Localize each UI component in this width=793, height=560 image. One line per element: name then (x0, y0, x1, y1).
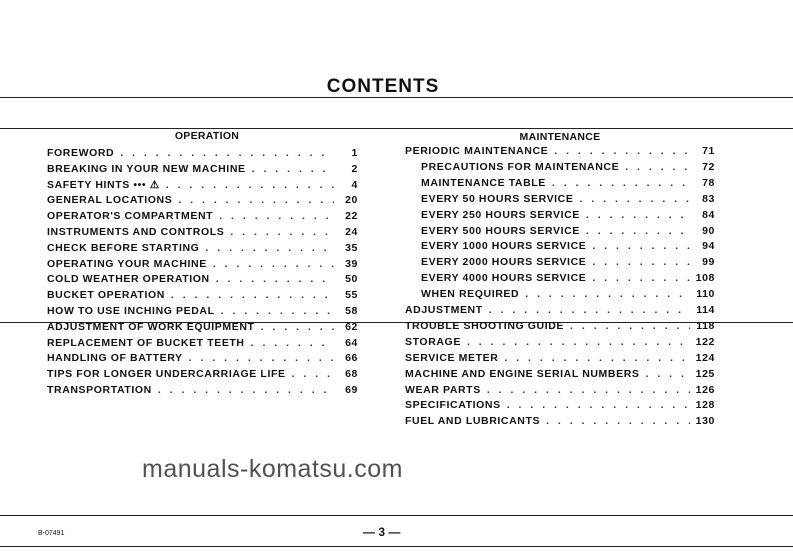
toc-entry[interactable] (405, 336, 715, 350)
toc-entry-page: 125 (695, 367, 715, 380)
toc-entry-page: 71 (702, 145, 715, 157)
dot-leader (592, 256, 691, 268)
toc-entry-label: HANDLING OF BATTERY (47, 352, 183, 365)
toc-entry[interactable] (405, 415, 715, 429)
dot-leader (261, 321, 334, 333)
toc-entry-page: 24 (345, 226, 358, 238)
toc-entry-label: STORAGE (405, 335, 461, 348)
dot-leader (178, 194, 334, 206)
toc-entry-label: ADJUSTMENT OF WORK EQUIPMENT (47, 320, 255, 333)
toc-entry-label: HOW TO USE INCHING PEDAL (47, 305, 215, 317)
toc-entry[interactable] (47, 384, 358, 398)
toc-entry-page: 114 (696, 304, 715, 316)
toc-entry[interactable] (421, 193, 715, 207)
toc-entry[interactable] (47, 273, 358, 287)
toc-entry[interactable] (47, 242, 358, 256)
toc-entry-label: SERVICE METER (405, 351, 499, 364)
toc-entry-label: PRECAUTIONS FOR MAINTENANCE (421, 160, 620, 173)
toc-entry-label: EVERY 1000 HOURS SERVICE (421, 240, 587, 253)
toc-entry-label: WHEN REQUIRED (421, 288, 520, 301)
toc-entry-label: SPECIFICATIONS (405, 399, 501, 412)
toc-entry[interactable] (421, 177, 715, 191)
toc-entry-page: 20 (345, 194, 358, 207)
dot-leader (230, 226, 334, 238)
toc-entry-page: 108 (695, 272, 715, 285)
toc-entry[interactable] (421, 256, 715, 270)
toc-entry-label: COLD WEATHER OPERATION (47, 273, 210, 286)
toc-entry-label: TIPS FOR LONGER UNDERCARRIAGE LIFE (47, 368, 286, 381)
toc-entry-page: 22 (345, 210, 358, 223)
toc-entry-label: EVERY 500 HOURS SERVICE (421, 224, 580, 237)
toc-entry-label: EVERY 250 HOURS SERVICE (421, 208, 580, 221)
toc-entry[interactable] (405, 384, 715, 398)
toc-entry[interactable] (405, 320, 715, 334)
toc-entry[interactable] (47, 179, 358, 193)
toc-entry-label: MACHINE AND ENGINE SERIAL NUMBERS (405, 367, 640, 380)
toc-entry[interactable] (47, 321, 358, 335)
toc-entry-label: FUEL AND LUBRICANTS (405, 415, 541, 428)
page-title: CONTENTS (326, 76, 440, 97)
toc-entry-page: 58 (345, 305, 358, 317)
dot-leader (166, 179, 334, 191)
toc-entry[interactable] (47, 337, 358, 351)
maintenance-heading: MAINTENANCE (519, 131, 601, 143)
toc-entry-label: WEAR PARTS (405, 383, 481, 396)
toc-entry-label: CHECK BEFORE STARTING (47, 241, 200, 254)
divider-footer-top (0, 515, 793, 516)
toc-entry[interactable] (47, 352, 358, 366)
dot-leader (216, 273, 334, 285)
toc-entry-page: 130 (695, 415, 715, 428)
toc-entry-page: 39 (345, 257, 358, 270)
toc-entry-page: 35 (345, 241, 358, 254)
toc-entry[interactable] (47, 368, 358, 382)
toc-entry-page: 62 (345, 320, 358, 333)
toc-entry-label: PERIODIC MAINTENANCE (405, 145, 549, 157)
dot-leader (189, 352, 334, 364)
dot-leader (546, 415, 690, 427)
dot-leader (525, 288, 690, 300)
toc-entry-page: 84 (702, 208, 715, 221)
dot-leader (158, 384, 334, 396)
toc-entry[interactable] (47, 163, 358, 177)
dot-leader (487, 384, 690, 396)
toc-entry[interactable] (47, 210, 358, 224)
operation-heading: OPERATION (174, 130, 240, 142)
dot-leader (489, 304, 690, 316)
toc-entry[interactable] (421, 225, 715, 239)
toc-entry-page: 94 (702, 240, 715, 253)
divider-footer-bottom (0, 546, 793, 547)
dot-leader (205, 242, 334, 254)
toc-entry-page: 2 (351, 162, 358, 175)
toc-entry-label: FOREWORD (47, 147, 115, 159)
toc-entry[interactable] (405, 352, 715, 366)
toc-entry-label: BREAKING IN YOUR NEW MACHINE (47, 162, 246, 175)
toc-entry-label: EVERY 2000 HOURS SERVICE (421, 256, 587, 269)
dot-leader (292, 368, 334, 380)
toc-entry[interactable] (405, 145, 715, 159)
toc-entry-label: BUCKET OPERATION (47, 289, 165, 302)
toc-entry-page: 1 (351, 147, 358, 159)
dot-leader (120, 147, 334, 159)
toc-entry[interactable] (47, 226, 358, 240)
dot-leader (467, 336, 690, 348)
toc-entry[interactable] (421, 288, 715, 302)
dot-leader (552, 177, 691, 189)
dot-leader (221, 305, 334, 317)
dot-leader (592, 240, 691, 252)
toc-entry-page: 128 (695, 399, 715, 412)
toc-entry-page: 69 (345, 384, 358, 396)
toc-entry-page: 64 (345, 336, 358, 349)
toc-entry[interactable] (405, 368, 715, 382)
toc-entry-label: EVERY 4000 HOURS SERVICE (421, 272, 587, 285)
dot-leader (625, 161, 691, 173)
toc-entry[interactable] (47, 194, 358, 208)
toc-entry-label: REPLACEMENT OF BUCKET TEETH (47, 336, 245, 349)
toc-entry[interactable] (421, 161, 715, 175)
toc-entry-page: 122 (695, 335, 715, 348)
toc-entry[interactable] (405, 399, 715, 413)
toc-entry[interactable] (47, 289, 358, 303)
toc-entry[interactable] (47, 305, 358, 319)
toc-entry[interactable] (405, 304, 715, 318)
toc-entry-page: 99 (702, 256, 715, 269)
dot-leader (592, 272, 689, 284)
dot-leader (504, 352, 689, 364)
toc-entry-label: EVERY 50 HOURS SERVICE (421, 192, 574, 205)
toc-entry[interactable] (47, 258, 358, 272)
toc-entry-label: TRANSPORTATION (47, 384, 152, 396)
dot-leader (171, 289, 334, 301)
toc-entry-page: 110 (696, 288, 715, 301)
toc-entry-label: OPERATING YOUR MACHINE (47, 257, 207, 270)
toc-entry[interactable] (421, 240, 715, 254)
toc-entry-page: 68 (345, 368, 358, 381)
toc-entry-page: 90 (702, 224, 715, 237)
toc-entry-page: 118 (696, 319, 715, 332)
toc-entry-label: SAFETY HINTS ••• ⚠ (47, 178, 160, 191)
dot-leader (213, 258, 334, 270)
divider-header (0, 128, 793, 129)
toc-entry-page: 124 (695, 351, 715, 364)
toc-entry-label: ADJUSTMENT (405, 304, 483, 316)
dot-leader (645, 368, 689, 380)
page-number: — 3 — (363, 525, 401, 539)
toc-entry-page: 83 (702, 192, 715, 205)
dot-leader (586, 209, 691, 221)
dot-leader (579, 193, 691, 205)
toc-entry[interactable] (421, 209, 715, 223)
toc-entry-page: 66 (345, 352, 358, 365)
toc-entry-label: OPERATOR'S COMPARTMENT (47, 210, 214, 223)
dot-leader (252, 163, 334, 175)
toc-entry-label: GENERAL LOCATIONS (47, 194, 173, 207)
toc-entry-page: 55 (345, 289, 358, 302)
toc-entry-label: MAINTENANCE TABLE (421, 176, 546, 189)
toc-entry-page: 78 (702, 176, 715, 189)
dot-leader (570, 320, 690, 332)
toc-entry-page: 50 (345, 273, 358, 286)
toc-entry[interactable] (47, 147, 358, 161)
toc-entry-page: 126 (695, 383, 715, 396)
dot-leader (219, 210, 334, 222)
toc-entry-page: 4 (351, 178, 358, 191)
toc-entry-label: INSTRUMENTS AND CONTROLS (47, 226, 225, 238)
toc-entry-label: TROUBLE SHOOTING GUIDE (405, 319, 565, 332)
toc-entry[interactable] (421, 272, 715, 286)
dot-leader (251, 337, 334, 349)
dot-leader (507, 399, 690, 411)
document-code: B-07491 (38, 530, 65, 537)
dot-leader (586, 225, 691, 237)
watermark: manuals-komatsu.com (142, 455, 403, 483)
toc-entry-page: 72 (702, 160, 715, 173)
dot-leader (554, 145, 691, 157)
